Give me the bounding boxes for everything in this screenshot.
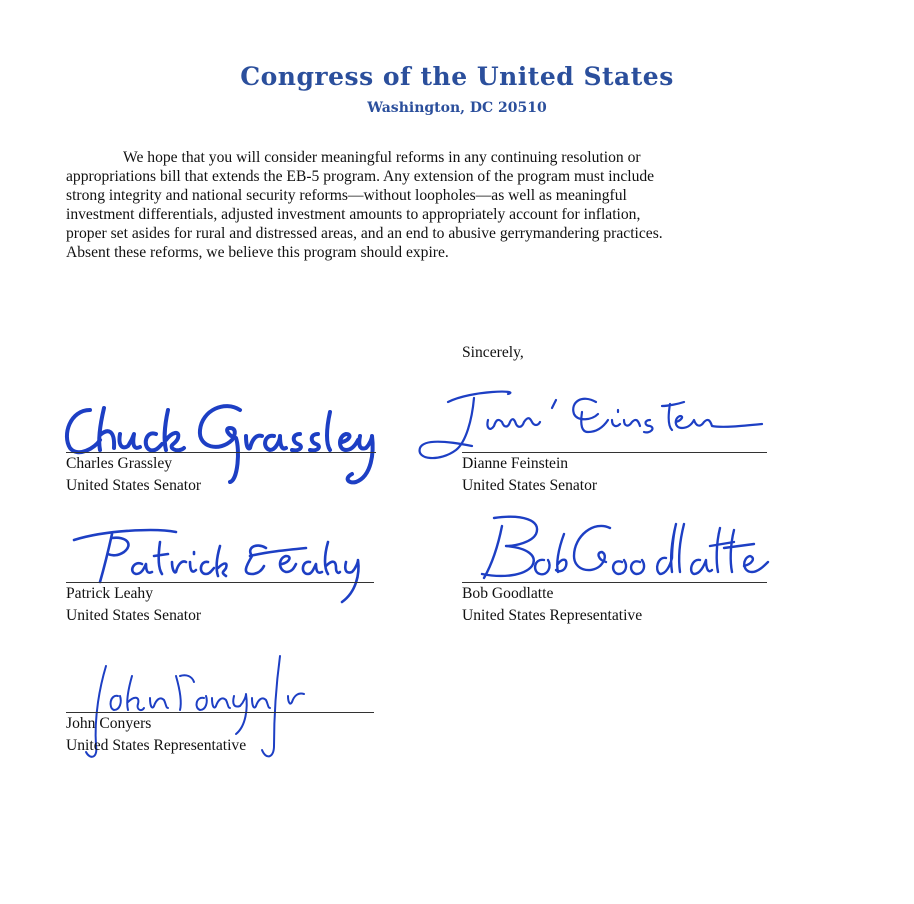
signature-line <box>462 452 767 453</box>
body-line: appropriations bill that extends the EB-5 program. Any extension of the program must include <box>66 168 655 185</box>
signatory-title: United States Senator <box>66 477 202 494</box>
signature-line <box>462 582 767 583</box>
signature-line <box>66 452 376 453</box>
body-line: proper set asides for rural and distressed areas, and an end to abusive gerrymandering practices. <box>66 225 663 242</box>
signatory-name: Patrick Leahy <box>66 585 154 602</box>
signatory-title: United States Senator <box>462 477 598 494</box>
signatory-name: Bob Goodlatte <box>462 585 554 602</box>
body-line: strong integrity and national security reforms—without loopholes—as well as meaningful <box>66 187 627 204</box>
body-line: We hope that you will consider meaningful reforms in any continuing resolution or <box>123 149 641 166</box>
signature-line <box>66 582 374 583</box>
signatory-title: United States Representative <box>462 607 643 624</box>
signatory-name: John Conyers <box>66 715 152 732</box>
letterhead-title: Congress of the United States <box>240 62 674 91</box>
signatory-title: United States Senator <box>66 607 202 624</box>
signatory-name: Charles Grassley <box>66 455 173 472</box>
letterhead-address: Washington, DC 20510 <box>367 100 547 116</box>
body-line: investment differentials, adjusted investment amounts to appropriately account for inflation, <box>66 206 641 223</box>
signatory-title: United States Representative <box>66 737 247 754</box>
letter-body <box>66 148 801 262</box>
signature-line <box>66 712 374 713</box>
body-line: Absent these reforms, we believe this program should expire. <box>66 244 449 261</box>
closing: Sincerely, <box>462 344 524 361</box>
signatory-name: Dianne Feinstein <box>462 455 569 472</box>
